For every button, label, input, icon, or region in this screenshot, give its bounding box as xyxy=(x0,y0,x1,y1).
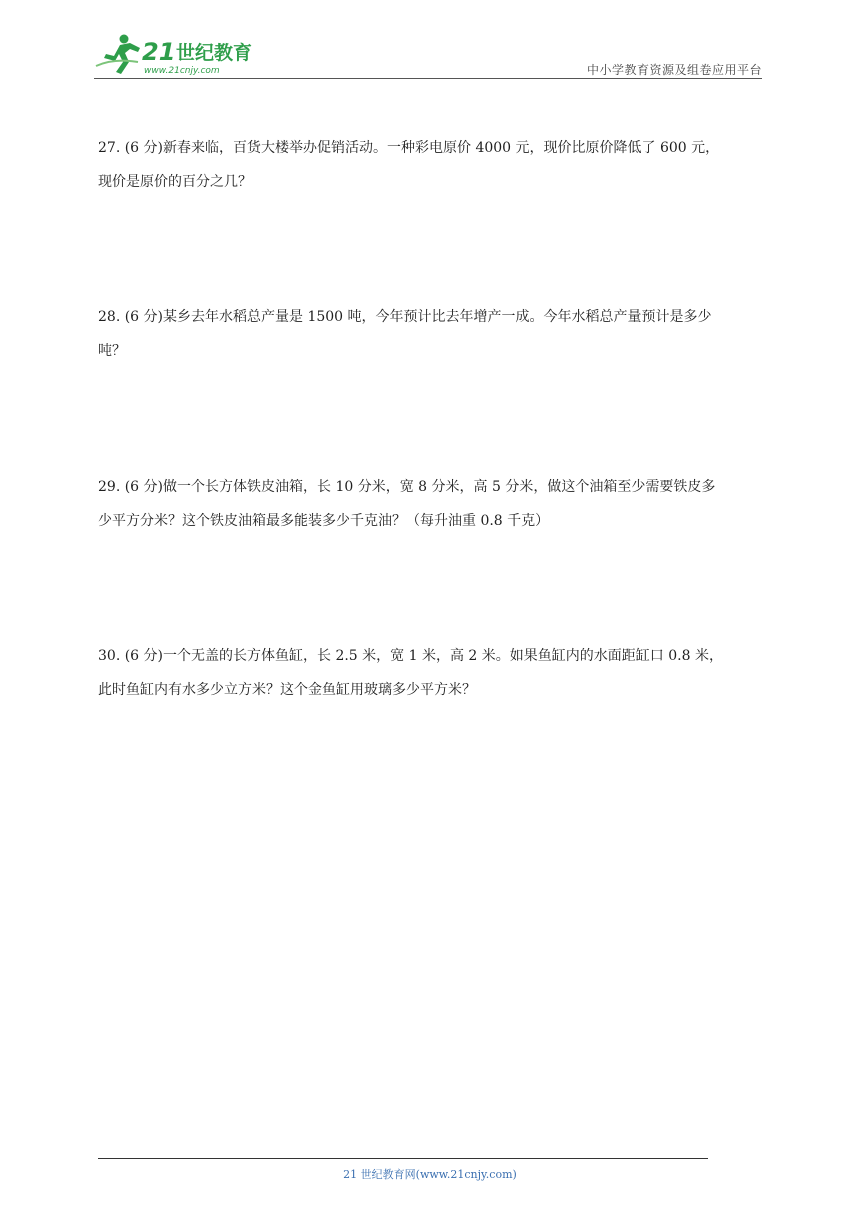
svg-text:世纪教育: 世纪教育 xyxy=(176,42,253,64)
svg-text:www.21cnjy.com: www.21cnjy.com xyxy=(144,66,220,76)
site-name: 中小学教育资源及组卷应用平台 xyxy=(586,63,762,77)
question-27 xyxy=(98,131,766,199)
question-text-line: 吨？ xyxy=(98,343,126,359)
question-text-line: 少平方分米？这个铁皮油箱最多能装多少千克油？（每升油重 0.8 千克） xyxy=(98,513,550,529)
header-divider xyxy=(94,78,762,79)
question-28 xyxy=(98,300,766,368)
question-text-line: 此时鱼缸内有水多少立方米？这个金鱼缸用玻璃多少平方米？ xyxy=(98,682,476,698)
question-text-line: 30. (6 分)一个无盖的长方体鱼缸，长 2.5 米，宽 1 米，高 2 米。如果鱼缸内的水面距缸口 0.8 米， xyxy=(98,648,723,664)
question-30 xyxy=(98,639,766,707)
svg-text:21: 21 xyxy=(142,38,176,66)
question-text-line: 28. (6 分)某乡去年水稻总产量是 1500 吨，今年预计比去年增产一成。今年水稻总产量预计是多少 xyxy=(98,309,712,325)
question-29 xyxy=(98,470,766,538)
question-text-line: 29. (6 分)做一个长方体铁皮油箱，长 10 分米，宽 8 分米，高 5 分米，做这个油箱至少需要铁皮多 xyxy=(98,479,716,495)
page-header xyxy=(94,30,762,80)
footer-link[interactable]: 21 世纪教育网(www.21cnjy.com) xyxy=(343,1168,517,1181)
footer-divider xyxy=(98,1158,708,1159)
question-text-line: 现价是原价的百分之几？ xyxy=(98,174,252,190)
site-logo xyxy=(94,32,264,76)
question-text-line: 27. (6 分)新春来临，百货大楼举办促销活动。一种彩电原价 4000 元，现价比原价降低了 600 元， xyxy=(98,140,720,156)
runner-logo-icon xyxy=(94,32,264,76)
